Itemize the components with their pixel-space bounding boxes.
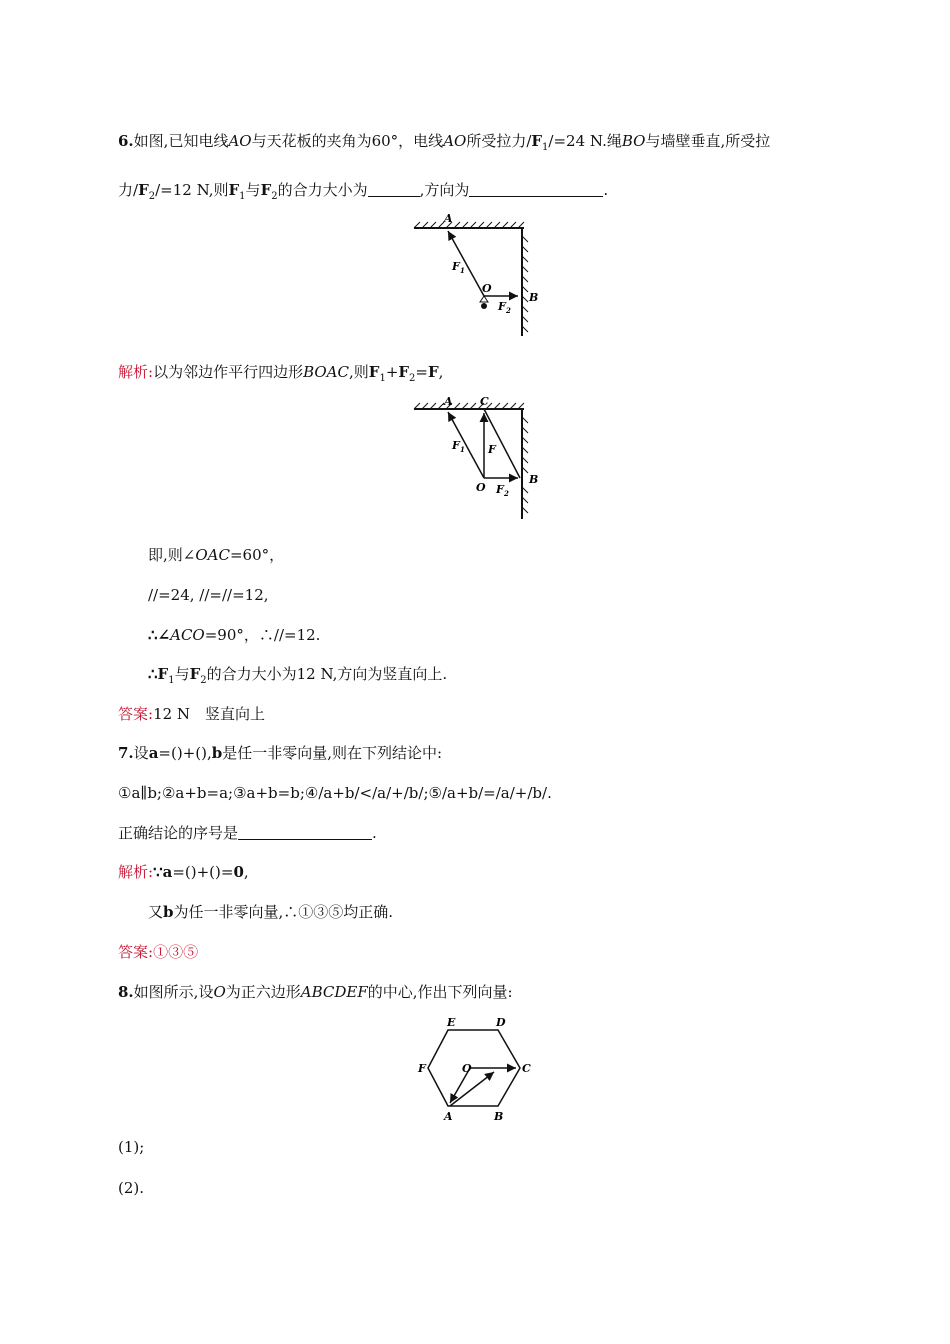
subscript: 1: [542, 142, 549, 153]
text: 力/: [118, 181, 139, 199]
label-b: B: [529, 291, 539, 304]
text: 以为邻边作平行四边形: [153, 363, 304, 381]
label-f2-sub: 2: [506, 306, 511, 315]
answer-blank-1[interactable]: [368, 182, 420, 197]
subscript: 2: [409, 373, 416, 384]
text: 与: [245, 181, 261, 199]
vector-a: a: [148, 744, 159, 762]
text: 的合力大小为12 N,方向为竖直向上.: [206, 665, 448, 683]
math-var: O: [213, 983, 226, 1001]
label-c: C: [522, 1062, 531, 1075]
label-f2: F: [496, 483, 504, 496]
text: +: [385, 363, 399, 381]
math-var: BOAC: [303, 363, 349, 381]
vector-f: F: [228, 181, 240, 199]
text: ,: [438, 363, 444, 381]
text: 即,则∠: [148, 546, 196, 564]
label-f1-sub: 1: [460, 266, 465, 275]
math-var: ACO: [170, 626, 205, 644]
figure-parallelogram-forces: [408, 393, 548, 523]
label-f1-sub: 1: [460, 445, 465, 454]
text: 是任一非零向量,则在下列结论中:: [222, 744, 443, 762]
vector-b: b: [211, 744, 223, 762]
q6-line-2: [118, 180, 608, 207]
label-b: B: [494, 1110, 504, 1123]
answer-text: 12 N 竖直向上: [153, 705, 266, 723]
q6-solution-line: [118, 362, 443, 389]
text: .: [603, 181, 609, 199]
answer-label: 答案:: [118, 943, 154, 961]
text: 所受拉力/: [466, 132, 532, 150]
q6-step-2: //=24, //=//=12,: [148, 586, 269, 604]
q6-number: 6.: [118, 132, 134, 150]
label-o: O: [462, 1062, 472, 1075]
text: 又: [148, 903, 164, 921]
label-f1: F: [452, 260, 460, 273]
label-o: O: [476, 481, 486, 494]
text: ,: [243, 863, 249, 881]
label-f2-sub: 2: [504, 489, 509, 498]
text: .: [372, 824, 377, 842]
text: 如图所示,设: [133, 983, 214, 1001]
solution-label: 解析:: [118, 363, 154, 381]
text: =60°，: [229, 546, 285, 564]
label-f: F: [488, 443, 496, 456]
q8-item-2: (2).: [118, 1179, 145, 1197]
q6-answer: [118, 704, 265, 724]
vector-f: F: [157, 665, 169, 683]
text: 如图,已知电线: [133, 132, 229, 150]
label-a: A: [444, 395, 453, 408]
subscript: 1: [239, 191, 246, 202]
subscript: 1: [168, 675, 175, 686]
text: ∴: [148, 665, 158, 683]
text: 为任一非零向量,∴①③⑤均正确.: [173, 903, 394, 921]
q7-options: ①a∥b;②a+b=a;③a+b=b;④/a+b/</a/+/b/;⑤/a+b/=/a/+/b/.: [118, 784, 552, 802]
figure-ceiling-wall-forces: [408, 210, 548, 342]
math-var: AO: [443, 132, 467, 150]
text: ∴∠: [148, 626, 171, 644]
q6-step-1: [148, 545, 284, 565]
q7-line-1: [118, 743, 442, 763]
text: 设: [133, 744, 149, 762]
label-e: E: [447, 1016, 456, 1029]
label-a: A: [444, 212, 453, 225]
subscript: 2: [148, 191, 156, 202]
q7-number: 7.: [118, 744, 134, 762]
vector-b: b: [163, 903, 174, 921]
answer-label: 答案:: [118, 705, 154, 723]
answer-blank-3[interactable]: [238, 825, 372, 840]
label-f: F: [418, 1062, 426, 1075]
solution-label: 解析:: [118, 863, 154, 881]
text: ,则: [349, 363, 369, 381]
text: =: [415, 363, 428, 381]
text: 与天花板的夹角为60°，电线: [251, 132, 444, 150]
math-var: ABCDEF: [300, 983, 368, 1001]
text: 为正六边形: [225, 983, 301, 1001]
text: 的中心,作出下列向量:: [367, 983, 513, 1001]
vector-f: F: [531, 132, 543, 150]
label-f2: F: [498, 300, 506, 313]
label-d: D: [496, 1016, 506, 1029]
label-a: A: [444, 1110, 453, 1123]
zero-vector: 0: [233, 863, 244, 881]
math-var: BO: [621, 132, 646, 150]
q7-answer: [118, 942, 198, 962]
q7-solution: [118, 862, 249, 882]
vector-f: F: [189, 665, 201, 683]
text: =()+()=: [172, 863, 234, 881]
vector-f: F: [138, 181, 149, 199]
math-var: AO: [228, 132, 252, 150]
text: 的合力大小为: [277, 181, 368, 199]
vector-f: F: [368, 363, 380, 381]
label-f1: F: [452, 439, 460, 452]
vector-f: F: [398, 363, 410, 381]
text: 与: [174, 665, 190, 683]
math-var: OAC: [195, 546, 230, 564]
label-o: O: [482, 282, 492, 295]
answer-blank-2[interactable]: [469, 182, 603, 197]
vector-f: F: [260, 181, 272, 199]
subscript: 1: [379, 373, 386, 384]
q8-item-1: (1);: [118, 1138, 145, 1156]
label-c: C: [480, 395, 489, 408]
vector-a: a: [162, 863, 173, 881]
text: 与墙壁垂直,所受拉: [645, 132, 771, 150]
q6-step-4: [148, 664, 447, 691]
text: 正确结论的序号是: [118, 824, 239, 842]
text: /=12 N,则: [155, 181, 229, 199]
q6-line-1: [118, 131, 770, 158]
label-b: B: [529, 473, 539, 486]
vector-f: F: [428, 363, 439, 381]
text: =()+(),: [158, 744, 212, 762]
subscript: 2: [200, 675, 207, 686]
q6-step-3: [148, 625, 320, 645]
q7-solution-2: [148, 902, 393, 922]
text: ,方向为: [419, 181, 470, 199]
text: /=24 N.绳: [548, 132, 622, 150]
q7-line-3: [118, 823, 377, 843]
subscript: 2: [271, 191, 278, 202]
q8-number: 8.: [118, 983, 134, 1001]
answer-text: ①③⑤: [153, 943, 199, 961]
text: =90°，∴//=12.: [204, 626, 321, 644]
text: ∵: [153, 863, 163, 881]
q8-line-1: [118, 982, 513, 1002]
figure-hexagon: [412, 1012, 542, 1124]
